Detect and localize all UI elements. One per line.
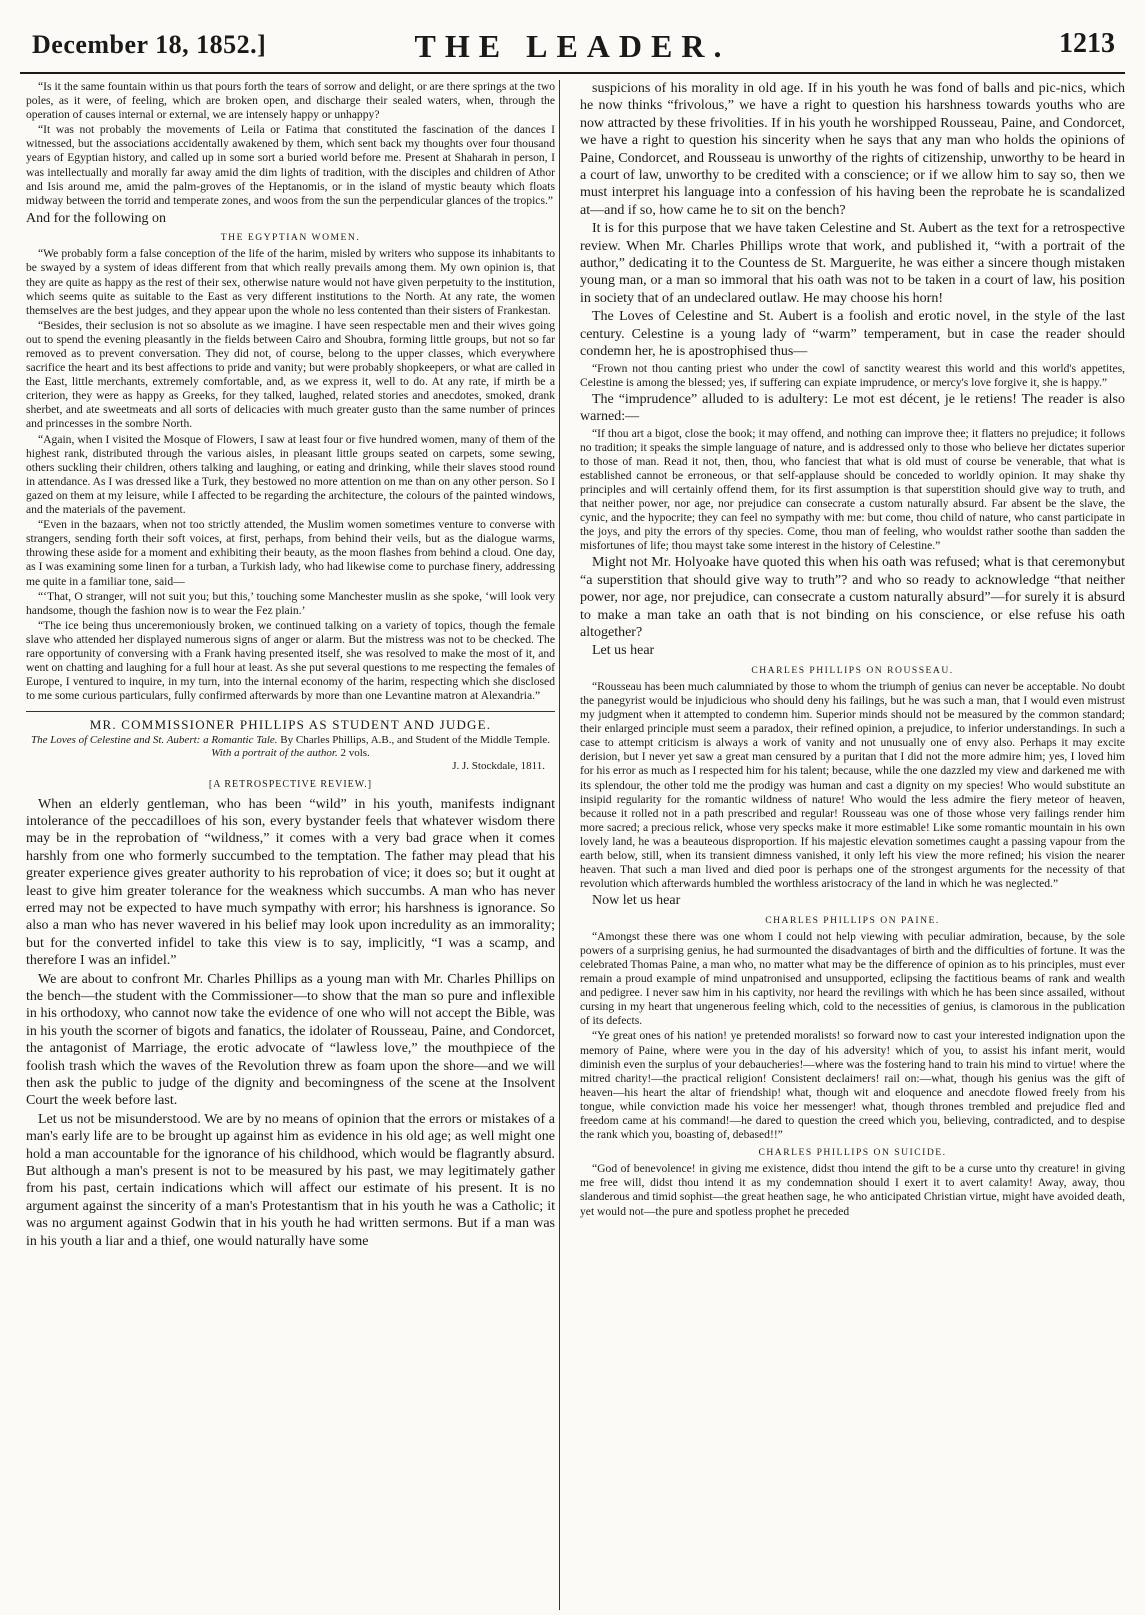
left-column: [20, 80, 560, 1610]
paragraph: “Even in the bazaars, when not too strictly attended, the Muslim women sometimes venture to converse with strangers, sending forth their soft voices, at first, perhaps, from behind their veils, but as the dialogue warms, throwing these aside for a moment and exhibiting their beauty, as the moon flashes from behind a cloud. One day, as I was examining some linen for a turban, a Turkish lady, who had likewise come to purchase finery, addressing me quite in a familiar tone, said—: [26, 518, 555, 588]
quotation: “Rousseau has been much calumniated by those to whom the triumph of genius can never be acceptable. No doubt the panegyrist would be injudicious who should deny his failings, but he was such a man, that I would even mistrust my judgment when it attempted to condemn him. Superior minds should not be measured by the common standard; their enlarged principle must seem a paradox, their refined opinion, a prejudice, to inferior understandings. In such a case to attempt criticism is always a work of vanity and not unusually one of envy also. Perhaps it may excite derision, but I never yet saw a great man censured by a puritan that I did not the more admire him; yes, I loved him for his error as much as I respected him for his talent; because, while the one dazzled my view and darkened me with its splendour, the other told me the prodigy was human and cast a dignity on my species! Who would substitute an insipid regularity for the romantic wildness of nature! Who would the less admire the fiery meteor of heaven, because it rolled not in a path prescribed and regular! Rousseau was one of those whose very failings render him more sacred; a precious relick, whose very specks make it more estimable! Like some romantic mountain in his own lovely land, he was a beauteous disproportion. If his majestic elevation sometimes caught a passing vapour from the earth below, still, when its transient dimness vanished, it only left his view the more refined; his vision the nearer heaven. That such a man lived and died poor is perhaps one of the strongest arguments for the necessity of that revolution which afterwards humbled the worthless aristocracy of the land in which he was neglected.”: [580, 679, 1125, 891]
book-author: By Charles Phillips, A.B., and Student of the Middle Temple.: [280, 734, 551, 747]
columns: [20, 80, 1125, 1610]
quotation: “If thou art a bigot, close the book; it may offend, and nothing can improve thee; it flatters no prejudice; it follows no tradition; it speaks the simple language of nature, and is addressed only to those who believe her dictates superior to those of man. Read it not, then, thou, who fanciest that what is old must of course be venerable, that what is established cannot be erroneous, or that self-applause should be conceded to worldly opinion. It may shake thy principles and will certainly offend them, for its first assumption is that superstition should give way to truth, and that neither power, nor age, nor prejudice can consecrate a custom naturally absurd. Far absent be the slave, the cynic, and the hypocrite; they can feel no sympathy with me: but come, thou child of nature, who canst participate in the joys, and pity the errors of thy species. Come, thou man of feeling, who wouldst rather soothe than sadden the misfortunes of life; thou mayst take some interest in the history of Celestine.”: [580, 426, 1125, 553]
paragraph: “Besides, their seclusion is not so absolute as we imagine. I have seen respectable men and their wives going out to spend the evening pleasantly in the fields between Cairo and Shoubra, forming little groups, but not so far removed as to prevent conversation. They did not, of course, belong to the upper classes, which everywhere sacrifice the heart and its best affections to pride and vanity; but were probably shopkeepers, or what are called in the East, little merchants, extremely comfortable, and, as we express it, well to do. At any rate, if mirth be a criterion, they were as happy as Greeks, for they talked, laughed, related stories and anecdotes, smoked, drank sherbet, and ate sweetmeats and all sorts of delicacies with much greater gusto than the same number of princes and princesses in the sombre North.: [26, 318, 555, 431]
lead-in: And for the following on: [26, 210, 166, 226]
book-title: The Loves of Celestine and St. Aubert: a Romantic Tale.: [30, 734, 278, 747]
paragraph: When an elderly gentleman, who has been “wild” in his youth, manifests indignant intolerance of the peccadilloes of his son, every bystander feels that whatever wisdom there may be in the reprobation of “wildness,” it comes with a very bad grace when it comes harshly from one who formerly succumbed to the temptation. The father may plead that his greater experience gives greater authority to his reprobation of vice; it does so; but it ought at least to give him greater tolerance for the weakness which succumbs. A man who has never erred may not be expected to have much sympathy with error; his harshness is ignorance. So also a man who has never wavered in his belief may look upon incredulity as an immorality; but for the converted infidel to take this view is to say, implicitly, “I was a scamp, and therefore I was an infidel.”: [26, 796, 555, 969]
lead-in: Now let us hear: [592, 893, 681, 909]
book-portrait-note: With a portrait of the author.: [211, 747, 338, 760]
paragraph: Let us not be misunderstood. We are by no means of opinion that the errors or mistakes of a man's early life are to be brought up against him as evidence in his old age; as well might one hold a man accountable for the ignorance of his childhood, which would be flagrantly absurd. But although a man's present is not to be measured by his past, we may legitimately gather from his past, certain indications which will affect our estimate of his present. It is no argument against the sincerity of a man's Protestantism that in his youth he was a Catholic; it was no argument against Godwin that in his youth he had written sermons. But if a man was in his youth a liar and a thief, one would naturally have some: [26, 1111, 555, 1249]
paragraph: Might not Mr. Holyoake have quoted this when his oath was refused; what is that ceremonybut “a superstition that should give way to truth”? and who so ready to acknowledge “that neither power, nor age, nor prejudice, can consecrate a custom naturally absurd”—for surely it is absurd to make a man take an oath that is not binding on his conscience, or else refuse his oath altogether?: [580, 555, 1125, 640]
book-volumes: 2 vols.: [340, 747, 370, 760]
paragraph: “We probably form a false conception of the life of the harim, misled by writers who suppose its inhabitants to be swayed by a system of ideas different from that which really prevails among them. My own opinion is, that they are quite as happy as the rest of their sex, otherwise nature would not have given perpetuity to the institution, which seems quite as suitable to the East as very different institutions to the North. At any rate, the women themselves are the best judges, and they appear upon the whole no less contented than their sisters of Frankestan.: [26, 247, 555, 317]
article-title: MR. COMMISSIONER PHILLIPS AS STUDENT AND JUDGE.: [26, 711, 555, 732]
section-subhead: CHARLES PHILLIPS ON ROUSSEAU.: [751, 664, 954, 676]
paragraph: “Is it the same fountain within us that pours forth the tears of sorrow and delight, or are there springs at the two poles, as it were, of feeling, which are broken open, and discharge their sealed waters, when, through the operation of causes internal or external, we are intensely happy or unhappy?: [26, 80, 555, 122]
section-subhead: CHARLES PHILLIPS ON PAINE.: [765, 914, 940, 926]
paragraph: suspicions of his morality in old age. If in his youth he was fond of balls and pic-nics, which he now thinks “frivolous,” we have a right to question his harshness towards youths who are now attracted by these frivolities. If in his youth he worshipped Rousseau, Paine, and Condorcet, we have a right to question his sincerity when he says that any man who holds the opinions of Paine, Condorcet, and Rousseau is unworthy of the rights of citizenship, unworthy to be heard in a court of law, unworthy to be credited with a conscience; or if we allow him to say so, then we must interpret his language into a confession of his having been the reprobate he is scandalized at—and if so, how came he to sit on the bench?: [580, 81, 1125, 218]
paragraph: The “imprudence” alluded to is adultery: Le mot est décent, je le retiens! The reader is also warned:—: [580, 391, 1125, 425]
paragraph: The Loves of Celestine and St. Aubert is a foolish and erotic novel, in the style of the last century. Celestine is a young lady of “warm” temperament, but in case the reader should condemn her, he is apostrophised thus—: [580, 309, 1125, 360]
quotation: “Frown not thou canting priest who under the cowl of sanctity wearest this world and this world's appetites, Celestine is among the blessed; yes, if suffering can expiate imprudence, or mercy's love forgive it, she is happy.”: [580, 361, 1125, 389]
paragraph: It is for this purpose that we have taken Celestine and St. Aubert as the text for a retrospective review. When Mr. Charles Phillips wrote that work, and published it, “with a portrait of the author,” dedicating it to the Countess de St. Marguerite, he was either a sincere though mistaken young man, or a man so immoral that his oath was not to be taken in a court of law, his position in society that of an undeclared outlaw. He may choose his horn!: [580, 221, 1125, 306]
bibliographic-entry: [26, 734, 555, 760]
right-column: [574, 80, 1125, 1610]
quotation: “Amongst these there was one whom I could not help viewing with peculiar admiration, because, by the sole powers of a surprising genius, he had surmounted the disadvantages of birth and the difficulties of fortune. It was the celebrated Thomas Paine, a man who, no matter what may be the difference of opinion as to his principles, must ever remain a proud example of mind unpatronised and unsupported, eclipsing the factitious beams of rank and wealth and pedigree. I never saw him in his captivity, nor heard the revilings with which he has been since assailed, without cursing in my heart that ungenerous feeling which, cold to the necessities of genius, is clamorous in the publication of its defects.: [580, 929, 1125, 1028]
quotation: “Ye great ones of his nation! ye pretended moralists! so forward now to cast your interested indignation upon the memory of Paine, where were you in the day of his adversity! which of you, to assist his infant merit, would diminish even the surplus of your debaucheries!—where was the fostering hand to train his mind to virtue! where the mitred charity!—the practical religion! Consistent declaimers! rail on:—what, though his genius was the gift of heaven—his heart the altar of friendship! what, though wit and eloquence and anecdote flowed freely from his tongue, while conviction made his voice her messenger! what, though thrones trembled and prejudice fled and freedom came at his command!—he dared to question the creed which you, believing, contradicted, and to despise the rank which you, boasting of, debased!!”: [580, 1029, 1125, 1142]
paragraph: “It was not probably the movements of Leila or Fatima that constituted the fascination of the dances I witnessed, but the associations accidentally awakened by them, which sent back my thoughts over four thousand years of Egyptian history, and called up in some sort a buried world before me. Present at Shaharah in person, I was intellectually and morally far away amid the dim lights of tradition, with the disciples and children of Athor and Isis around me, amid the palm-groves of the Heptanomis, or in the island of mystic beauty which floats midway between the torrid and temperate zones, and woos from the sun the perpendicular glances of the tropics.”: [26, 123, 555, 207]
section-subhead: CHARLES PHILLIPS ON SUICIDE.: [758, 1147, 947, 1159]
issue-date: December 18, 1852.]: [32, 30, 267, 59]
quotation: “God of benevolence! in giving me existence, didst thou intend the gift to be a curse unto thy creature! in giving me free will, didst thou intend it as my condemnation should I exert it to avert calamity! Away, away, thou slanderous and timid sophist—the great heathen sage, he who anticipated Christian virtue, might have avoided death, yet would not—the pure and spotless prophet he preceded: [580, 1162, 1125, 1218]
lead-in: Let us hear: [592, 643, 655, 659]
publisher: J. J. Stockdale, 1811.: [452, 760, 545, 773]
paragraph: “‘That, O stranger, will not suit you; but this,’ touching some Manchester muslin as she spoke, ‘will look very handsome, though the fashion now is to wear the Fez plain.’: [26, 589, 555, 617]
section-subhead: THE EGYPTIAN WOMEN.: [220, 232, 361, 244]
page-number: 1213: [1059, 28, 1115, 59]
review-label: [A RETROSPECTIVE REVIEW.]: [208, 779, 373, 791]
masthead: [20, 16, 1125, 74]
paragraph: “The ice being thus unceremoniously broken, we continued talking on a variety of topics, though the female slave who attended her displayed numerous signs of anger or alarm. But the mistress was not to be checked. The rare opportunity of conversing with a Frank having presented itself, she was resolved to make the most of it, and went on chatting and laughing for a full hour at least. As she put several questions to me respecting the females of Europe, I ventured to inquire, in my turn, into the internal economy of the harim, respecting which she disclosed to me some curious particulars, fully confirmed afterwards by more than one Levantine matron at Alexandria.”: [26, 618, 555, 703]
paragraph: We are about to confront Mr. Charles Phillips as a young man with Mr. Charles Phillips on the bench—the student with the Commissioner—to show that the man so pure and inflexible in his orthodoxy, who cannot now take the evidence of one who will not accept the Bible, was in his youth the scorner of bigots and fanatics, the idolater of Rousseau, Paine, and Condorcet, the antagonist of Marriage, the erotic advocate of “lawless love,” the mouthpiece of the foolish trash which the waves of the Revolution threw as foam upon the shore—and we will then ask the public to judge of the dignity and becomingness of the scene at the Insolvent Court the week before last.: [26, 971, 555, 1109]
newspaper-title: THE LEADER.: [414, 28, 731, 64]
paragraph: “Again, when I visited the Mosque of Flowers, I saw at least four or five hundred women, many of them of the highest rank, distributed through the various aisles, in pleasant little groups seated on carpets, some sewing, others suckling their children, others talking and laughing, or eating and drinking, while their slaves stood round in attendance. As I was dressed like a Turk, they bestowed no more attention on me than on any other person. So I gazed on them at my leisure, while I affected to be regarding the architecture, the colours of the painted windows, and the materials of the pavement.: [26, 432, 556, 517]
